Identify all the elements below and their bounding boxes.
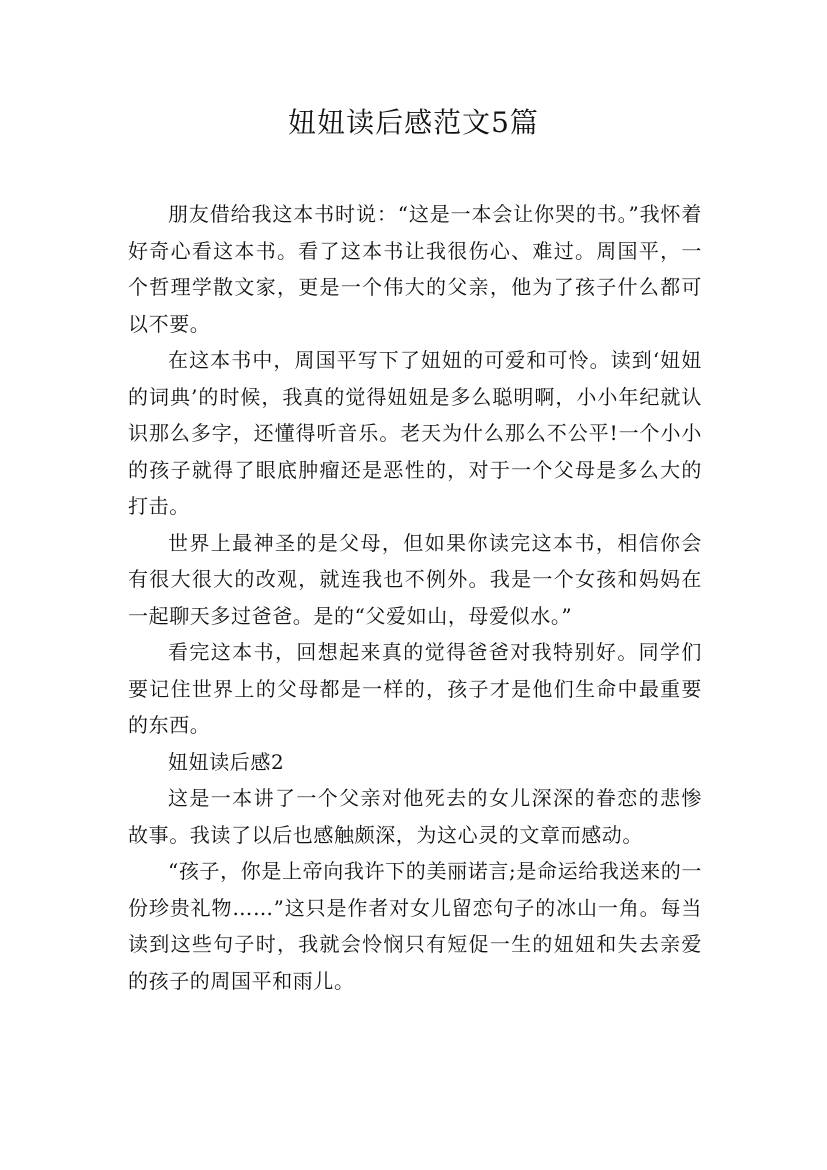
document-title: 妞妞读后感范文5篇 (288, 106, 539, 139)
paragraph-6: “孩子，你是上帝向我许下的美丽诺言;是命运给我送来的一份珍贵礼物……”这只是作者对女儿留恋句子的冰山一角。每当读到这些句子时，我就会怜悯只有短促一生的妞妞和失去亲爱的孩子的周国平和雨儿。 (128, 859, 702, 993)
paragraph-4: 看完这本书，回想起来真的觉得爸爸对我特别好。同学们要记住世界上的父母都是一样的，孩子才是他们生命中最重要的东西。 (128, 640, 702, 737)
section-subheading: 妞妞读后感2 (168, 749, 285, 774)
paragraph-1: 朋友借给我这本书时说：“这是一本会让你哭的书。”我怀着好奇心看这本书。看了这本书让我很伤心、难过。周国平，一个哲理学散文家，更是一个伟大的父亲，他为了孩子什么都可以不要。 (128, 202, 702, 336)
document-body (128, 196, 702, 999)
paragraph-3: 世界上最神圣的是父母，但如果你读完这本书，相信你会有很大很大的改观，就连我也不例外。我是一个女孩和妈妈在一起聊天多过爸爸。是的“父爱如山，母爱似水。” (128, 530, 702, 628)
paragraph-2: 在这本书中，周国平写下了妞妞的可爱和可怜。读到‘妞妞的词典’的时候，我真的觉得妞妞是多么聪明啊，小小年纪就认识那么多字，还懂得听音乐。老天为什么那么不公平!一个小小的孩子就得了眼底肿瘤还是恶性的，对于一个父母是多么大的打击。 (128, 348, 702, 518)
paragraph-5: 这是一本讲了一个父亲对他死去的女儿深深的眷恋的悲惨故事。我读了以后也感触颇深，为这心灵的文章而感动。 (128, 786, 702, 847)
